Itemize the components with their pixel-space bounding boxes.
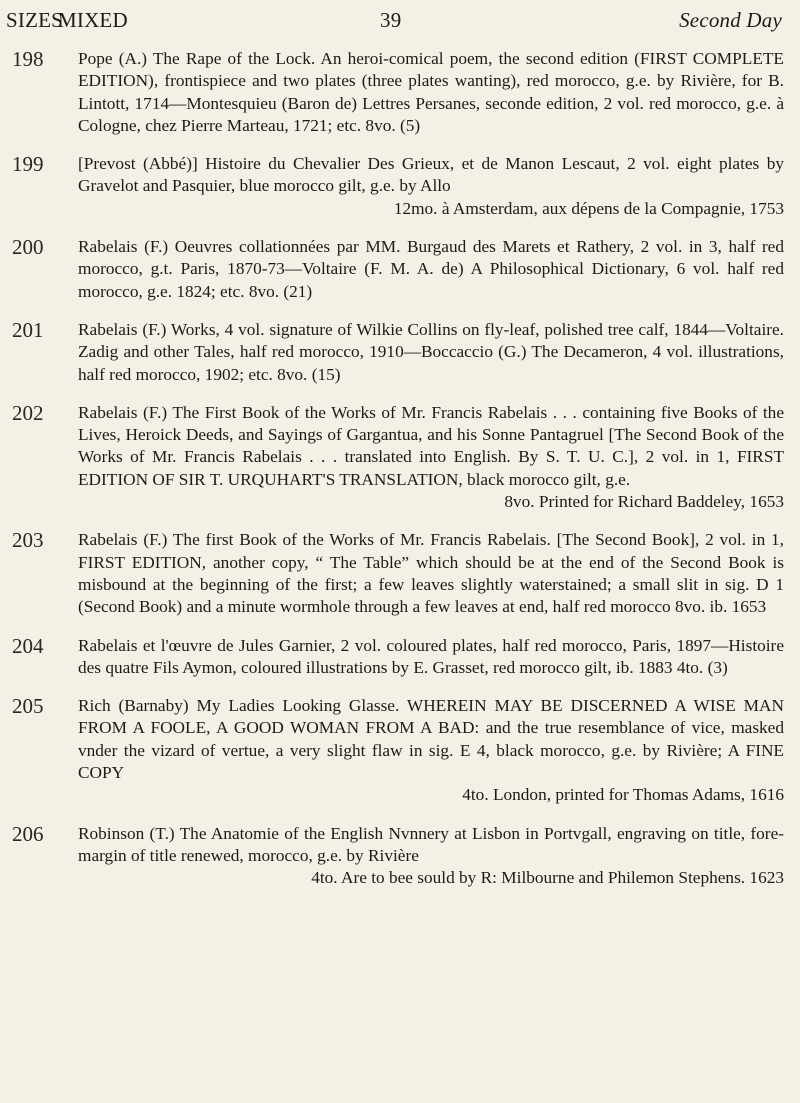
running-header <box>6 8 782 36</box>
lot-list <box>0 48 800 906</box>
lot-description: Rabelais (F.) The first Book of the Works of Mr. Francis Rabelais. [The Second Book], 2 vol. in 1, FIRST EDITION, another copy, “ The Table” which should be at the end of the Second Book is misbound at the beginning of the first; a few leaves slightly waterstained; a small slit in sig. D 1 (Second Book) and a minute wormhole through a few leaves at end, half red morocco 8vo. ib. 1653 <box>78 530 784 617</box>
lot-description: Rich (Barnaby) My Ladies Looking Glasse. WHEREIN MAY BE DISCERNED A WISE MAN FROM A FOOLE, A GOOD WOMAN FROM A BAD: and the true resemblance of vice, masked vnder the vizard of vertue, a very slight flaw in sig. E 4, black morocco, g.e. by Rivière; A FINE COPY <box>78 696 784 783</box>
lot-number: 203 <box>12 528 44 553</box>
lot-entry <box>0 48 800 137</box>
lot-number: 204 <box>12 633 44 658</box>
lot-imprint: 8vo. Printed for Richard Baddeley, 1653 <box>504 492 784 512</box>
lot-description: [Prevost (Abbé)] Histoire du Chevalier Des Grieux, et de Manon Lescaut, 2 vol. eight plates by Gravelot and Pasquier, blue morocco gilt, g.e. by Allo <box>78 154 784 196</box>
lot-entry <box>0 823 800 890</box>
lot-description: Rabelais (F.) Oeuvres collationnées par MM. Burgaud des Marets et Rathery, 2 vol. in 3, half red morocco, g.t. Paris, 1870-73—Voltaire (F. M. A. de) A Philosophical Dictionary, 6 vol. half red morocco, g.e. 1824; etc. 8vo. (21) <box>78 237 784 301</box>
lot-number: 199 <box>12 152 44 177</box>
page-number: 39 <box>380 8 402 32</box>
lot-description: Robinson (T.) The Anatomie of the English Nvnnery at Lisbon in Portvgall, engraving on title, fore-margin of title renewed, morocco, g.e. by Rivière <box>78 823 784 865</box>
lot-description: Rabelais et l'œuvre de Jules Garnier, 2 vol. coloured plates, half red morocco, Paris, 1897—Histoire des quatre Fils Aymon, coloured illustrations by E. Grasset, red morocco gilt, ib. 1883 4to. (3) <box>78 635 784 677</box>
header-sizes: SIZES <box>6 8 64 32</box>
lot-number: 205 <box>12 694 44 719</box>
lot-number: 198 <box>12 47 44 71</box>
lot-number: 202 <box>12 400 44 425</box>
lot-imprint: 4to. Are to bee sould by R: Milbourne and Philemon Stephens. 1623 <box>311 868 784 888</box>
lot-description: Pope (A.) The Rape of the Lock. An heroi-comical poem, the second edition (FIRST COMPLETE EDITION), frontispiece and two plates (three plates wanting), red morocco, g.e. by Rivière, for B. Lintott, 1714—Montesquieu (Baron de) Lettres Persanes, seconde edition, 2 vol. red morocco, g.e. à Cologne, chez Pierre Marteau, 1721; etc. 8vo. (5) <box>78 49 784 135</box>
lot-description: Rabelais (F.) Works, 4 vol. signature of Wilkie Collins on fly-leaf, polished tree calf, 1844—Voltaire. Zadig and other Tales, half red morocco, 1910—Boccaccio (G.) The Decameron, 4 vol. illustrations, half red morocco, 1902; etc. 8vo. (15) <box>78 319 784 384</box>
lot-entry <box>0 402 800 513</box>
header-day: Second Day <box>679 8 782 32</box>
lot-number: 200 <box>12 235 44 260</box>
lot-imprint: 4to. London, printed for Thomas Adams, 1616 <box>462 785 784 805</box>
lot-entry <box>0 236 800 303</box>
lot-entry <box>0 529 800 618</box>
lot-number: 201 <box>12 317 44 342</box>
lot-entry <box>0 319 800 386</box>
lot-number: 206 <box>12 821 44 846</box>
lot-imprint: 12mo. à Amsterdam, aux dépens de la Compagnie, 1753 <box>393 198 784 218</box>
lot-entry <box>0 153 800 220</box>
lot-entry <box>0 635 800 680</box>
header-mixed: MIXED <box>58 8 128 32</box>
lot-entry <box>0 695 800 806</box>
lot-description: Rabelais (F.) The First Book of the Works of Mr. Francis Rabelais . . . containing five Books of the Lives, Heroick Deeds, and Sayings of Gargantua, and his Sonne Pantagruel [The Second Book of the Works of Mr. Francis Rabelais . . . translated into English. By S. T. U. C.], 2 vol. in 1, FIRST EDITION OF SIR T. URQUHART'S TRANSLATION, black morocco gilt, g.e. <box>78 402 784 489</box>
